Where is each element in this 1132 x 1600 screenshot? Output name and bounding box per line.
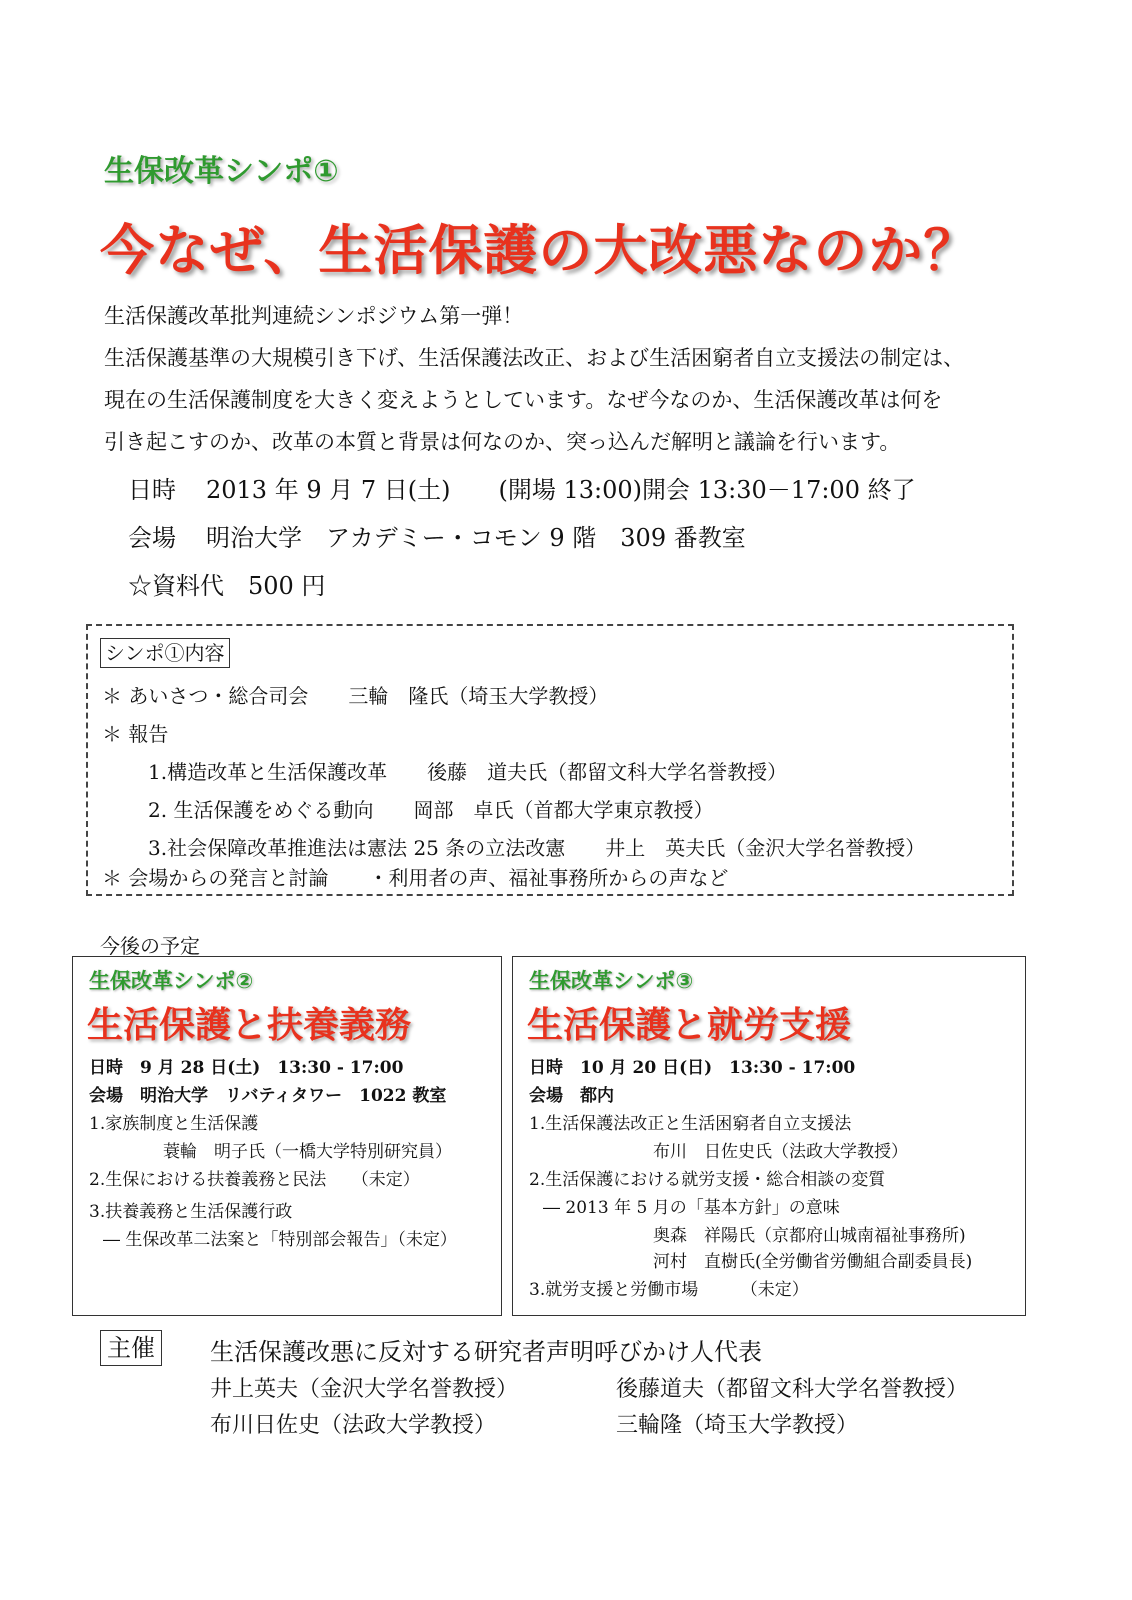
symposium2-line: 2.生保における扶養義務と民法 （未定）	[89, 1170, 420, 1190]
program-title: シンポ①内容	[100, 638, 230, 668]
symposium2-line: 蓑輪 明子氏（一橋大学特別研究員）	[163, 1142, 452, 1162]
symposium3-box	[512, 956, 1026, 1316]
symposium2-box	[72, 956, 502, 1316]
symposium3-series: 生保改革シンポ③	[529, 969, 694, 993]
symposium3-date: 日時 10 月 20 日(日) 13:30 - 17:00	[529, 1058, 856, 1078]
program-line: ＊ あいさつ・総合司会 三輪 隆氏（埼玉大学教授）	[102, 684, 609, 708]
event-fee: ☆資料代 500 円	[128, 572, 326, 600]
symposium3-line: 1.生活保護法改正と生活困窮者自立支援法	[529, 1114, 852, 1134]
symposium3-line: 3.就労支援と労働市場 （未定）	[529, 1280, 809, 1300]
symposium2-venue: 会場 明治大学 リバティタワー 1022 教室	[89, 1086, 447, 1106]
symposium2-line: 3.扶養義務と生活保護行政	[89, 1202, 293, 1222]
intro-paragraph	[104, 295, 1064, 463]
symposium3-line: 2.生活保護における就労支援・総合相談の変質	[529, 1170, 886, 1190]
symposium2-title: 生活保護と扶養義務	[87, 1005, 412, 1046]
symposium3-line: 布川 日佐史氏（法政大学教授）	[653, 1142, 908, 1162]
organizer-name: 三輪隆（埼玉大学教授）	[616, 1413, 859, 1438]
organizer-title: 生活保護改悪に反対する研究者声明呼びかけ人代表	[210, 1338, 762, 1366]
program-line: 3.社会保障改革推進法は憲法 25 条の立法改憲 井上 英夫氏（金沢大学名誉教授）	[148, 836, 926, 860]
symposium3-title: 生活保護と就労支援	[527, 1005, 852, 1046]
symposium2-series: 生保改革シンポ②	[89, 969, 254, 993]
symposium3-venue: 会場 都内	[529, 1086, 614, 1106]
symposium3-line: 河村 直樹氏(全労働省労働組合副委員長)	[653, 1252, 973, 1272]
intro-line: 生活保護基準の大規模引き下げ、生活保護法改正、および生活困窮者自立支援法の制定は、	[104, 346, 965, 370]
event-date	[128, 470, 916, 505]
intro-line: 現在の生活保護制度を大きく変えようとしています。なぜ今なのか、生活保護改革は何を	[104, 388, 943, 412]
date-value: 2013 年 9 月 7 日(土) (開場 13:00)開会 13:30－17:00 終了	[206, 476, 916, 504]
venue-label: 会場	[128, 524, 176, 552]
symposium2-line: ― 生保改革二法案と「特別部会報告」（未定）	[103, 1230, 457, 1250]
series-label: 生保改革シンポ①	[104, 154, 339, 189]
program-line: ＊ 会場からの発言と討論 ・利用者の声、福祉事務所からの声など	[102, 866, 729, 890]
program-box	[86, 624, 1014, 896]
symposium2-line: 1.家族制度と生活保護	[89, 1114, 259, 1134]
date-label: 日時	[128, 476, 176, 504]
organizer-name: 井上英夫（金沢大学名誉教授）	[210, 1377, 519, 1402]
symposium2-date: 日時 9 月 28 日(土) 13:30 - 17:00	[89, 1058, 404, 1078]
symposium3-line: 奥森 祥陽氏（京都府山城南福祉事務所)	[653, 1226, 966, 1246]
event-venue	[128, 518, 746, 553]
program-line: ＊ 報告	[102, 722, 169, 746]
organizer-name: 後藤道夫（都留文科大学名誉教授）	[616, 1377, 969, 1402]
organizer-name: 布川日佐史（法政大学教授）	[210, 1413, 497, 1438]
main-title: 今なぜ、生活保護の大改悪なのか？	[100, 219, 979, 282]
venue-value: 明治大学 アカデミー・コモン 9 階 309 番教室	[206, 524, 746, 552]
intro-line: 生活保護改革批判連続シンポジウム第一弾！	[104, 304, 524, 328]
program-line: 2. 生活保護をめぐる動向 岡部 卓氏（首都大学東京教授）	[148, 798, 714, 822]
future-schedule-label: 今後の予定	[100, 934, 200, 958]
organizer-label: 主催	[100, 1330, 162, 1366]
symposium3-line: ― 2013 年 5 月の「基本方針」の意味	[543, 1198, 840, 1218]
program-line: 1.構造改革と生活保護改革 後藤 道夫氏（都留文科大学名誉教授）	[148, 760, 788, 784]
intro-line: 引き起こすのか、改革の本質と背景は何なのか、突っ込んだ解明と議論を行います。	[104, 430, 901, 454]
